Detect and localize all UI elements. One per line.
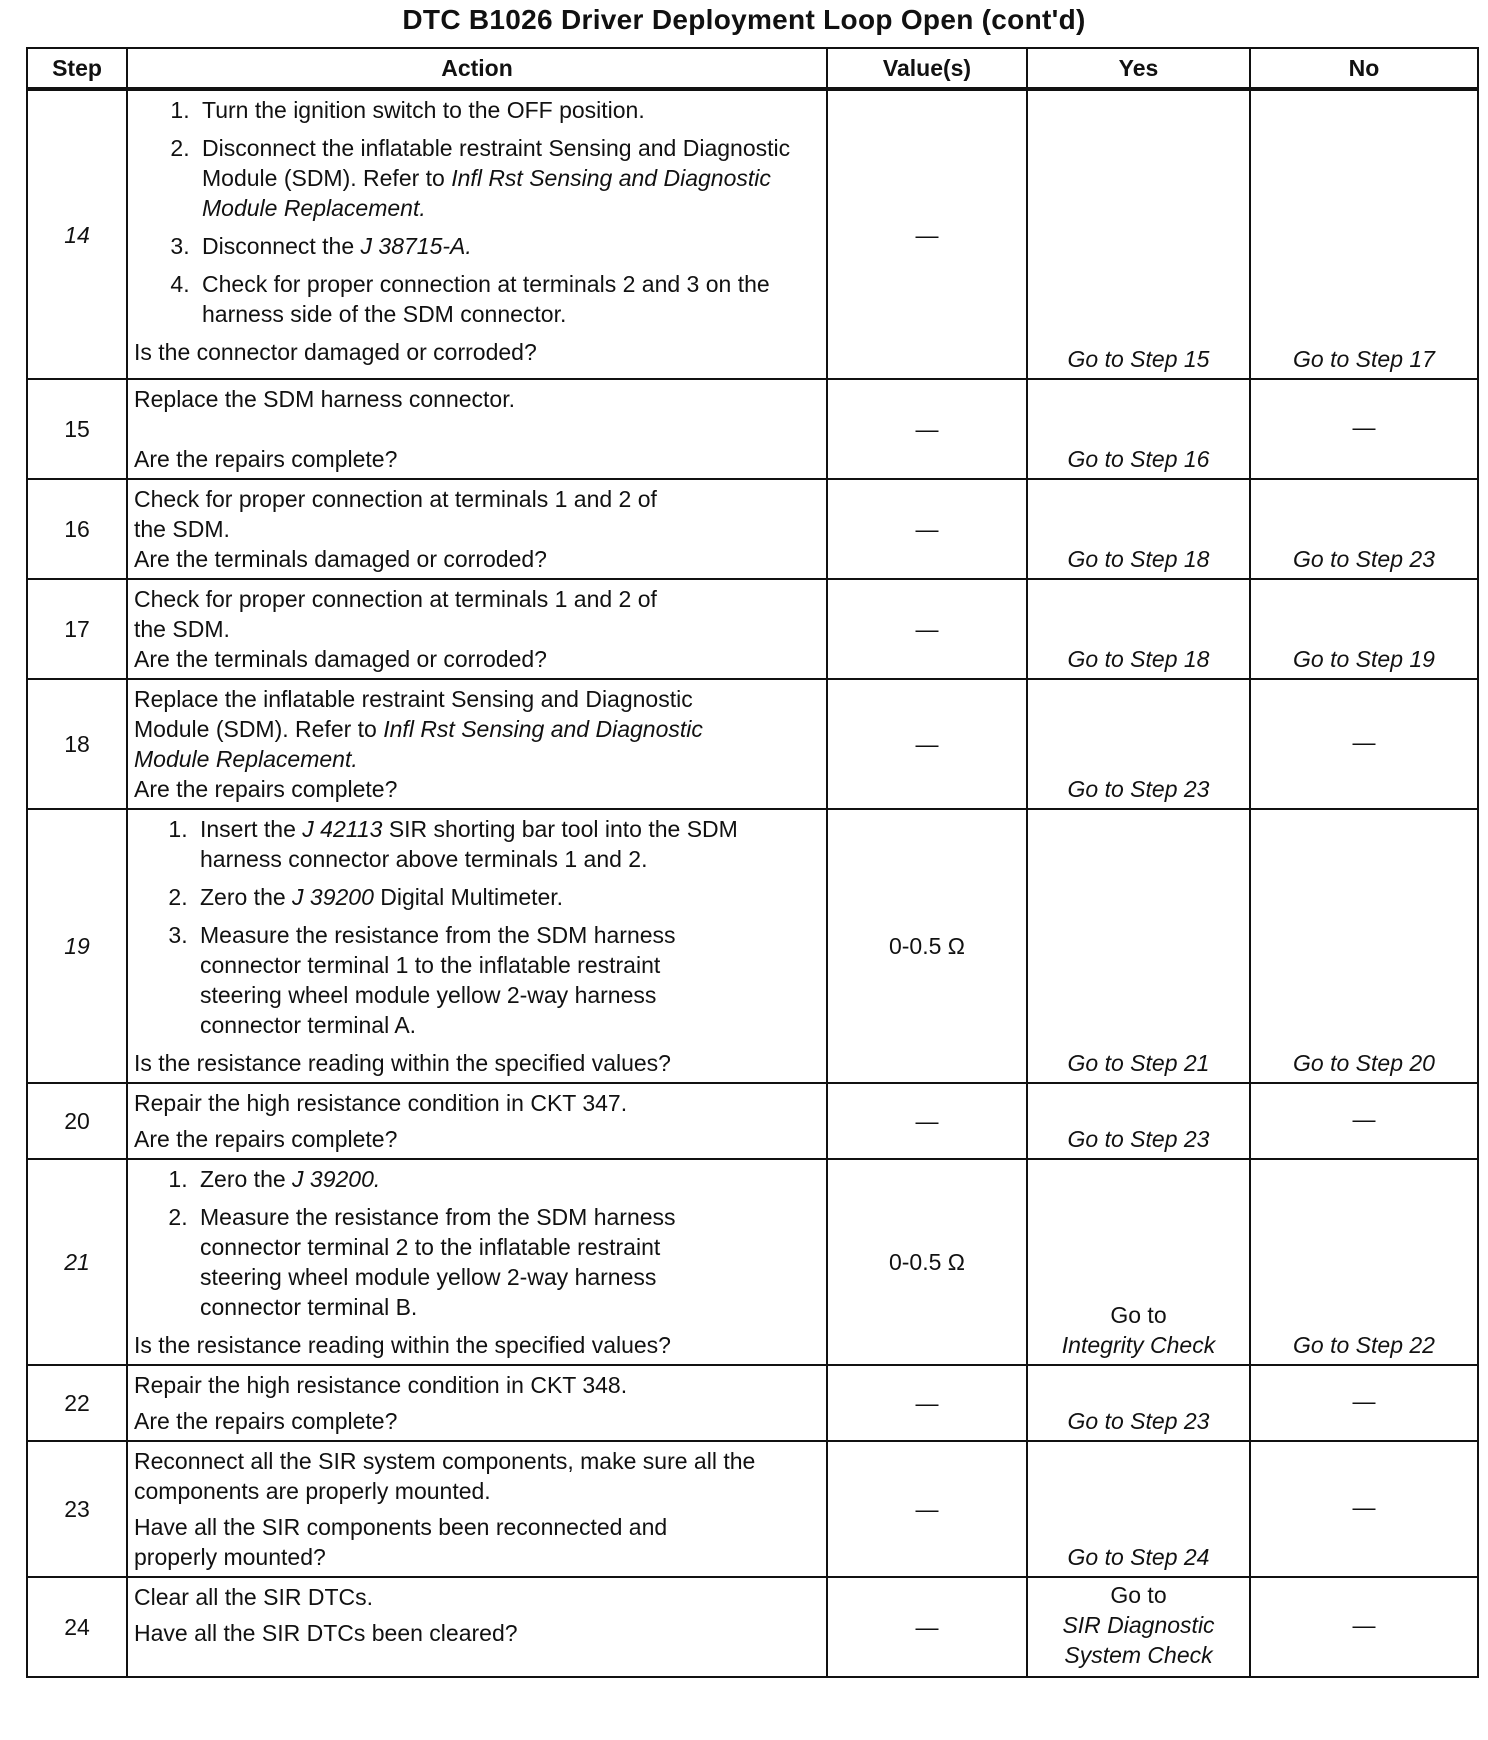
- action-item-text: Insert the: [200, 816, 296, 842]
- yes-result: Go to Step 16: [1027, 379, 1250, 479]
- page-title: DTC B1026 Driver Deployment Loop Open (cont'd): [402, 4, 1086, 35]
- reference-link: SIR Diagnostic System Check: [1062, 1612, 1215, 1668]
- no-result: —: [1250, 1083, 1478, 1159]
- action-text: [134, 684, 754, 774]
- action-item-text: SIR shorting bar tool into the SDM harness connector above terminals 1 and 2.: [200, 816, 738, 872]
- action-question: Have all the SIR components been reconnected and properly mounted?: [134, 1514, 668, 1570]
- yes-result-prefix: Go to: [1110, 1302, 1167, 1328]
- action-question: Is the resistance reading within the specified values?: [134, 1050, 671, 1076]
- action-item: 3. Measure the resistance from the SDM harness connector terminal 1 to the inflatable restraint steering wheel module yellow 2-way harness connector terminal A.: [194, 920, 720, 1040]
- yes-result: Go to Step 15: [1027, 89, 1250, 379]
- header-yes: Yes: [1027, 48, 1250, 89]
- value-cell: —: [827, 479, 1027, 579]
- action-list: [134, 814, 820, 1040]
- action-item-text: Zero the: [200, 1166, 286, 1192]
- reference-link: Infl Rst Sensing and Diagnostic Module Replacement.: [134, 716, 703, 772]
- no-result: Go to Step 17: [1250, 89, 1478, 379]
- action-item: 4. Check for proper connection at terminals 2 and 3 on the harness side of the SDM connector.: [196, 269, 820, 329]
- action-text: Check for proper connection at terminals 1 and 2 of the SDM.: [134, 586, 657, 642]
- no-result: —: [1250, 379, 1478, 479]
- action-item-text: Disconnect the inflatable restraint Sensing and Diagnostic Module (SDM). Refer to: [202, 135, 791, 191]
- action-cell: [127, 89, 827, 379]
- action-cell: [127, 1365, 827, 1441]
- yes-result: Go to Step 18: [1027, 579, 1250, 679]
- table-row-step-22: [27, 1365, 1478, 1441]
- action-question: Are the repairs complete?: [134, 446, 398, 472]
- action-cell: [127, 679, 827, 809]
- table-row-step-16: [27, 479, 1478, 579]
- action-question: Are the terminals damaged or corroded?: [134, 546, 547, 572]
- action-cell: [127, 809, 827, 1083]
- value-cell: —: [827, 379, 1027, 479]
- action-text: Repair the high resistance condition in CKT 348.: [134, 1372, 628, 1398]
- table-row-step-18: [27, 679, 1478, 809]
- value-cell: —: [827, 1441, 1027, 1577]
- table-header-row: [27, 48, 1478, 89]
- value-cell: —: [827, 1083, 1027, 1159]
- step-number: 15: [27, 379, 127, 479]
- action-item: 2. Measure the resistance from the SDM harness connector terminal 2 to the inflatable restraint steering wheel module yellow 2-way harness connector terminal B.: [194, 1202, 720, 1322]
- no-result: Go to Step 23: [1250, 479, 1478, 579]
- step-number: 20: [27, 1083, 127, 1159]
- no-result: —: [1250, 679, 1478, 809]
- action-question: Are the terminals damaged or corroded?: [134, 646, 547, 672]
- action-list: [134, 95, 820, 329]
- no-result: —: [1250, 1577, 1478, 1677]
- no-result: Go to Step 20: [1250, 809, 1478, 1083]
- table-row-step-17: [27, 579, 1478, 679]
- header-step: Step: [27, 48, 127, 89]
- tool-reference: J 39200.: [292, 1166, 381, 1192]
- yes-result: Go to Step 23: [1027, 1083, 1250, 1159]
- action-question: Have all the SIR DTCs been cleared?: [134, 1620, 518, 1646]
- action-text-body: Replace the inflatable restraint Sensing and Diagnostic Module (SDM). Refer to: [134, 686, 693, 742]
- header-no: No: [1250, 48, 1478, 89]
- yes-result-prefix: Go to: [1110, 1582, 1167, 1608]
- action-cell: [127, 1577, 827, 1677]
- action-item: [196, 133, 820, 223]
- step-number: 19: [27, 809, 127, 1083]
- action-cell: [127, 1159, 827, 1365]
- action-cell: [127, 379, 827, 479]
- step-number: 18: [27, 679, 127, 809]
- tool-reference: J 39200: [292, 884, 374, 910]
- value-cell: —: [827, 89, 1027, 379]
- table-row-step-20: [27, 1083, 1478, 1159]
- yes-result: Go to Step 23: [1027, 1365, 1250, 1441]
- action-question: Are the repairs complete?: [134, 776, 398, 802]
- table-row-step-24: [27, 1577, 1478, 1677]
- action-item-text: Zero the: [200, 884, 286, 910]
- no-result: Go to Step 19: [1250, 579, 1478, 679]
- action-question: Are the repairs complete?: [134, 1408, 398, 1434]
- value-cell: —: [827, 1577, 1027, 1677]
- diagnostic-table: [26, 47, 1479, 1678]
- action-item: [196, 231, 820, 261]
- action-item-text: Digital Multimeter.: [380, 884, 564, 910]
- tool-reference: J 42113: [302, 816, 383, 842]
- action-item: 1. Turn the ignition switch to the OFF position.: [196, 95, 820, 125]
- step-number: 16: [27, 479, 127, 579]
- yes-result: Go to Step 24: [1027, 1441, 1250, 1577]
- action-text: Replace the SDM harness connector.: [134, 386, 515, 412]
- action-text: Repair the high resistance condition in CKT 347.: [134, 1090, 628, 1116]
- yes-result: Go to Step 23: [1027, 679, 1250, 809]
- header-action: Action: [127, 48, 827, 89]
- table-row-step-14: [27, 89, 1478, 379]
- yes-result: [1027, 1577, 1250, 1677]
- action-item: [194, 882, 820, 912]
- value-cell: —: [827, 579, 1027, 679]
- step-number: 14: [27, 89, 127, 379]
- no-result: —: [1250, 1365, 1478, 1441]
- action-question: Are the repairs complete?: [134, 1126, 398, 1152]
- tool-reference: J 38715-A.: [360, 233, 472, 259]
- no-result: Go to Step 22: [1250, 1159, 1478, 1365]
- table-row-step-23: [27, 1441, 1478, 1577]
- reference-link: Integrity Check: [1061, 1332, 1216, 1358]
- action-cell: [127, 1083, 827, 1159]
- value-cell: —: [827, 1365, 1027, 1441]
- step-number: 23: [27, 1441, 127, 1577]
- action-text: Reconnect all the SIR system components, make sure all the components are properly mounted.: [134, 1448, 756, 1504]
- table-row-step-21: [27, 1159, 1478, 1365]
- step-number: 24: [27, 1577, 127, 1677]
- action-item-text: Disconnect the: [202, 233, 355, 259]
- value-cell: 0-0.5 Ω: [827, 809, 1027, 1083]
- yes-result: [1027, 1159, 1250, 1365]
- action-cell: [127, 1441, 827, 1577]
- step-number: 17: [27, 579, 127, 679]
- table-row-step-15: [27, 379, 1478, 479]
- table-row-step-19: [27, 809, 1478, 1083]
- no-result: —: [1250, 1441, 1478, 1577]
- reference-link: Infl Rst Sensing and Diagnostic Module Replacement.: [202, 165, 771, 221]
- action-question: Is the connector damaged or corroded?: [134, 339, 537, 365]
- yes-result: Go to Step 18: [1027, 479, 1250, 579]
- action-cell: [127, 479, 827, 579]
- step-number: 22: [27, 1365, 127, 1441]
- action-item: [194, 814, 760, 874]
- action-cell: [127, 579, 827, 679]
- action-question: Is the resistance reading within the specified values?: [134, 1332, 671, 1358]
- action-item: [194, 1164, 820, 1194]
- action-list: [134, 1164, 820, 1322]
- action-text: Check for proper connection at terminals 1 and 2 of the SDM.: [134, 486, 657, 542]
- value-cell: 0-0.5 Ω: [827, 1159, 1027, 1365]
- action-text: Clear all the SIR DTCs.: [134, 1584, 374, 1610]
- step-number: 21: [27, 1159, 127, 1365]
- value-cell: —: [827, 679, 1027, 809]
- header-values: Value(s): [827, 48, 1027, 89]
- yes-result: Go to Step 21: [1027, 809, 1250, 1083]
